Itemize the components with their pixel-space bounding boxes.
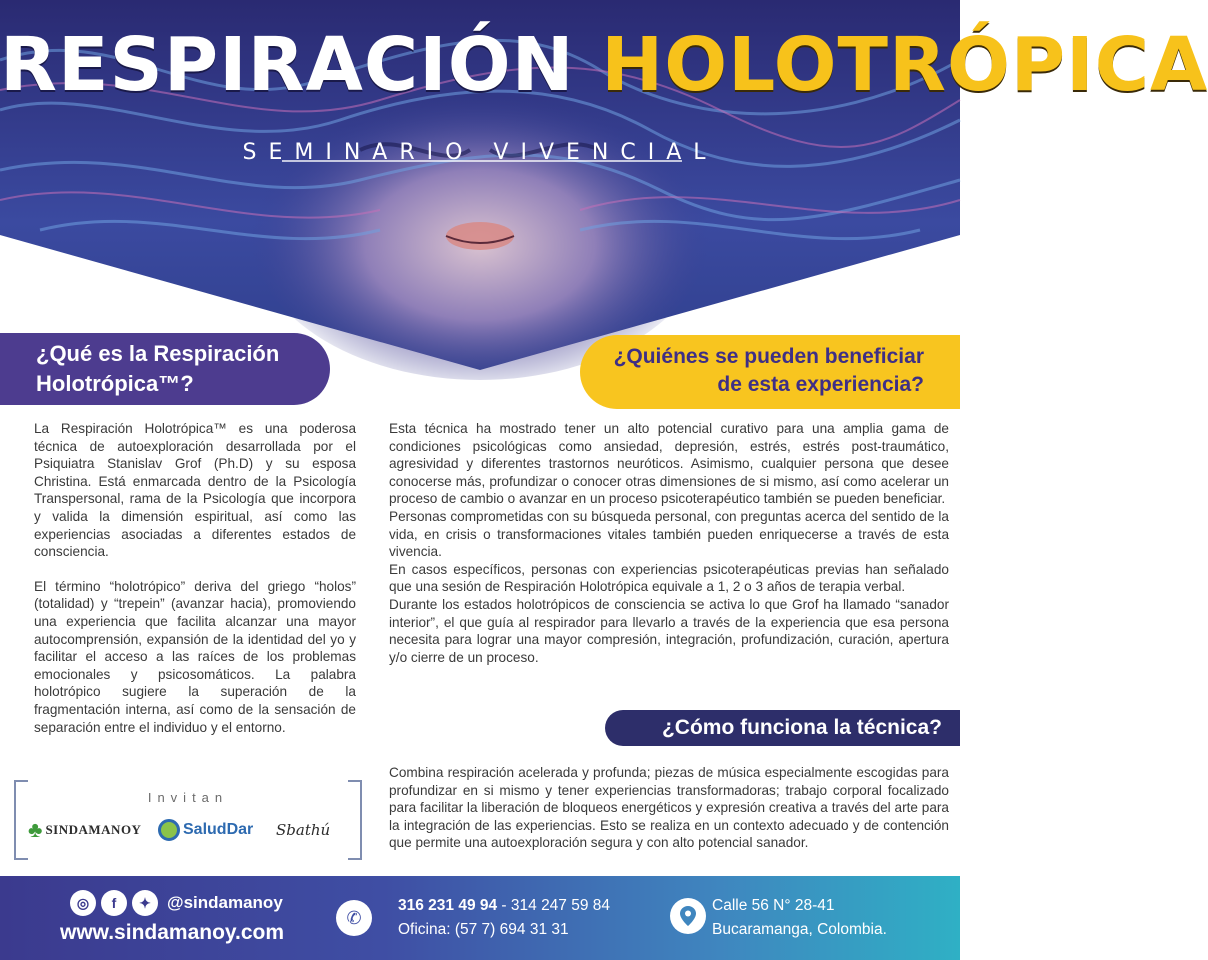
sponsors-box — [14, 780, 362, 860]
footer — [0, 876, 960, 960]
hero-banner — [0, 0, 1208, 370]
who-paragraph: Personas comprometidas con su búsqueda personal, con preguntas acerca del sentido de la vida, en crisis o transformaciones vitales también pueden enriquecerse a través de esta vivencia. — [389, 508, 949, 560]
title-word-white: RESPIRACIÓN — [0, 22, 575, 108]
sbathu-logo — [276, 810, 330, 850]
clover-icon: ♣ — [28, 817, 43, 842]
what-paragraph: La Respiración Holotrópica™ es una poderosa técnica de autoexploración desarrollada por el Psiquiatra Stanislav Grof (Ph.D) y su esposa Christina. Está enmarcada dentro de la Psicología Transpersonal, rama de la Psicología que incorpora y valida la dimensión espiritual, así como las experiencias asociadas a diferentes estados de consciencia. — [34, 421, 356, 560]
what-paragraph: El término “holotrópico” deriva del griego “holos” (totalidad) y “trepein” (avanzar hacia), promoviendo una experiencia que facilita alcanzar una mayor autocomprensión, expansión de la identidad del yo y facilitar el acceso a las raíces de los problemas emocionales y psicosomáticos. La palabra holotrópico sugiere la superación de la fragmentación interna, así como de la sensación de separación entre el individuo y el entorno. — [34, 578, 356, 735]
social-handle[interactable]: @sindamanoy — [167, 893, 283, 912]
phone-alt[interactable]: - 314 247 59 84 — [497, 897, 611, 914]
address-line-1: Calle 56 N° 28-41 — [712, 897, 835, 914]
invitan-label: Invitan — [147, 790, 229, 805]
sbathu-logo-text: Sbathú — [276, 821, 331, 839]
phone-main[interactable]: 316 231 49 94 — [398, 897, 498, 914]
who-paragraph: En casos específicos, personas con experiencias psicoterapéuticas previas han señalado que una sesión de Respiración Holotrópica equivale a 1, 2 o 3 años de terapia verbal. — [389, 561, 949, 595]
what-heading: ¿Qué es la Respiración Holotrópica™? — [36, 341, 280, 396]
what-heading-banner — [0, 333, 330, 405]
social-links — [70, 890, 283, 916]
main-title — [0, 22, 1208, 108]
instagram-icon[interactable]: ◎ — [70, 890, 96, 916]
sindamanoy-logo-text: SINDAMANOY — [45, 822, 142, 837]
office-phone[interactable]: Oficina: (57 7) 694 31 31 — [398, 921, 569, 938]
phone-block — [398, 894, 610, 942]
twitter-icon[interactable]: ✦ — [132, 890, 158, 916]
who-heading-banner — [580, 335, 960, 409]
saluddar-logo — [158, 810, 253, 850]
sindamanoy-logo — [28, 810, 141, 850]
who-paragraph: Durante los estados holotrópicos de consciencia se activa lo que Grof ha llamado “sanador interior”, el que guía al respirador para llevarlo a través de la experiencia que esa persona necesita para lograr una mayor compresión, integración, profundización, curación, apertura y/o cierre de un proceso. — [389, 596, 949, 665]
subtitle: SEMINARIO VIVENCIAL — [242, 140, 718, 165]
title-word-yellow: HOLOTRÓPICA — [601, 22, 1208, 108]
who-paragraph: Esta técnica ha mostrado tener un alto potencial curativo para una amplia gama de condiciones psicológicas como ansiedad, depresión, estrés, estrés post-traumático, agresividad y diferentes trastornos neuróticos. Asimismo, cualquier persona que desee conocerse más, profundizar o conocer otras dimensiones de si mismo, así como acelerar un proceso de cambio o avanzar en un proceso psicoterapéutico también se pueden beneficiar. — [389, 421, 949, 507]
website-link[interactable]: www.sindamanoy.com — [60, 921, 285, 944]
address-line-2: Bucaramanga, Colombia. — [712, 921, 887, 938]
address-block — [712, 894, 887, 942]
how-heading: ¿Cómo funciona la técnica? — [661, 716, 942, 739]
who-heading: ¿Quiénes se pueden beneficiar de esta experiencia? — [613, 345, 924, 396]
who-text-column — [389, 420, 949, 666]
facebook-icon[interactable]: f — [101, 890, 127, 916]
what-text-column — [34, 420, 356, 753]
how-text: Combina respiración acelerada y profunda; piezas de música especialmente escogidas para profundizar en si mismo y tener experiencias transformadoras; trabajo corporal focalizado para facilitar la liberación de bloqueos energéticos y expresión creativa a través del arte para la integración de las experiencias. Esto se realiza en un contexto adecuado y de contención que permite una autoexploración segura y con alto potencial sanador. — [389, 765, 949, 851]
location-pin-glyph — [679, 905, 697, 927]
phone-icon: ✆ — [336, 900, 372, 936]
location-pin-icon — [670, 898, 706, 934]
saluddar-logo-text: SaludDar — [183, 821, 254, 838]
how-heading-banner — [605, 710, 960, 746]
saluddar-mark-icon — [158, 819, 180, 841]
